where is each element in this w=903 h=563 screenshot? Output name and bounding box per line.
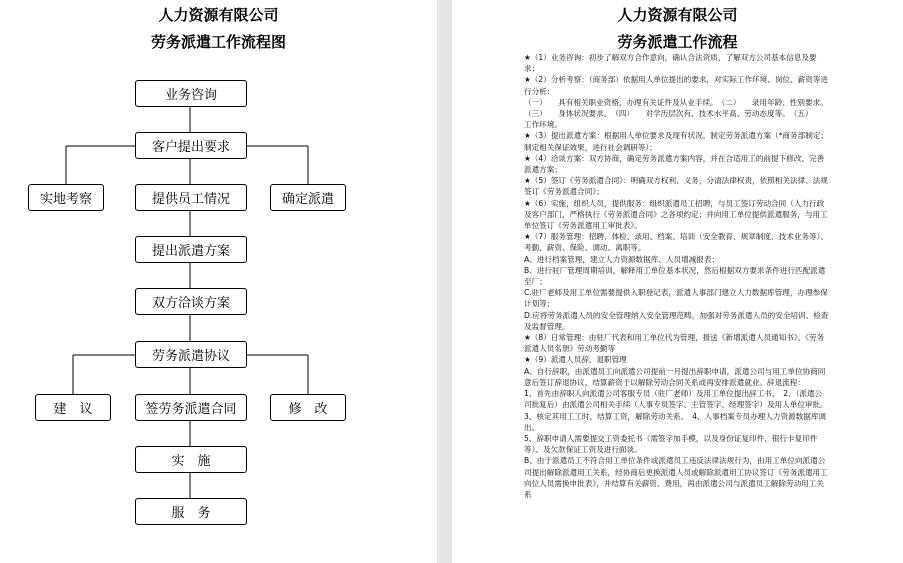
- process-paragraph: ★（4）洽谈方案：双方协商，确定劳务派遣方案内容，并在合适用工的前提下修改、完善派遣方案；: [524, 153, 825, 175]
- company-title-right: 人力资源有限公司: [617, 6, 738, 24]
- process-paragraph: ★（5）签订《劳务派遣合同》：明确双方权利、义务，分清法律权责，依照相关法律、法规签订《劳务派遣合同》；: [524, 176, 828, 197]
- process-paragraph: ★（9）派遣人员辞、退职管理: [524, 355, 627, 365]
- process-paragraph: 1、首先由辞职人向派遣公司客服专员（驻厂老师）及用工单位提出辞工书， 2、（派遣公司批复后）由派遣公司相关手续（人事专员签字、主管签字、经理签字）及用人单位审批。: [524, 389, 828, 410]
- step-consult: 业务咨询: [135, 80, 247, 107]
- step-confirm: 确定派遣: [270, 184, 346, 211]
- process-paragraph: ★（1）业务咨询：初步了解双方合作意向，确认合法资质，了解双方公司基本信息及要求；: [524, 53, 817, 74]
- page-gutter: [437, 0, 452, 563]
- process-paragraph: 3、核定其用工工时，结算工资，解除劳动关系。 4、人事档案专员办理人力资源数据库调出。: [524, 411, 827, 432]
- process-paragraph: A、进行档案管理，建立人力资源数据库、人员增减报表；: [524, 254, 720, 264]
- process-paragraph: B、由于派遣员工不符合用工单位条件或派遣员工违反法律法规行为，由用工单位向派遣公司提出解除派遣用工关系，经协商后更换派遣人员或解除派遣用工协议签订《劳务派遣用工向位人员需换申批表》，并结算有关薪资、费用，再由派遣公司与派遣员工解除劳动用工关系: [524, 456, 828, 499]
- process-paragraph: B、进行驻厂管理周期培训，解释用工单位基本状况，然后根据双方要求条件进行匹配派遣至厂；: [524, 265, 826, 287]
- step-site-visit: 实地考察: [28, 184, 104, 211]
- step-plan: 提出派遣方案: [135, 236, 247, 263]
- process-paragraph: ★（3）提出派遣方案：根据用人单位要求及现有状况，制定劳务派遣方案（*商务部制定；制定相关保证效果，进行社会调研等）；: [524, 131, 828, 152]
- process-paragraph: 5、辞职申请人需要提交工资委托书（需签字加手模，以及身份证复印件、银行卡复印件等）、及欠款保证工资及进行面谈。: [524, 433, 818, 455]
- process-paragraph: （一） 具有相关职业资格，办理有关证件及从业手续。 （二） 录用年龄、性别要求。 （三） 身体状况要求。 （四） 对学历层次有、技术水平高、劳动态度等。 （五） 工作环境。: [524, 97, 832, 130]
- step-service: 服 务: [135, 498, 247, 525]
- step-negotiate: 双方洽谈方案: [135, 288, 247, 315]
- process-paragraph: A、自行辞职，由派遣员工向派遣公司提前一月提出辞职申请，派遣公司与用工单位协商同意后签订辞退协议，结算薪资于以解除劳动合同关系或再安排派遣就业。辞退流程：: [524, 366, 826, 387]
- process-text-page: [452, 0, 903, 563]
- process-paragraph: ★（7）服务管理：招聘、体检、录用、档案、培训（安全教育、规章制度、技术业务等）、考勤、薪资、保险、调动、离职等。: [524, 232, 828, 253]
- process-paragraph: ★（2）分析考察：（商务部）依据用人单位提出的要求，对实际工作环境、岗位、薪资等进行分析：: [524, 75, 828, 96]
- process-body-text: [524, 52, 832, 500]
- step-implement: 实 施: [135, 446, 247, 473]
- process-paragraph: ★（6）实施，组织人员，提供服务：组织派遣员工招聘，与员工签订劳动合同（人力行政及客户部门，严格执行《劳务派遣合同》之各项约定；并向用工单位提供派遣服务，与用工单位签订《劳务派遣用工审批表》。: [524, 198, 828, 231]
- process-title: 劳务派遣工作流程: [617, 33, 738, 51]
- step-requirements: 客户提出要求: [135, 132, 247, 159]
- step-sign-contract: 签劳务派遣合同: [135, 394, 247, 421]
- flowchart-page: [0, 0, 437, 563]
- step-agreement: 劳务派遣协议: [135, 341, 247, 368]
- process-paragraph: ★（8）日常管理：由驻厂代表和用工单位代为管理，报送《新增派遣人员通知书》、《劳务派遣人员名册》劳动考勤等: [524, 333, 825, 354]
- process-paragraph: D.应将劳务派遣人员的安全管理纳入安全管理范畴，加强对劳务派遣人员的安全培训、检查及监督管理。: [524, 310, 829, 331]
- step-provide-staff: 提供员工情况: [135, 184, 247, 211]
- process-paragraph: C.驻厂老师及用工单位需要提供入职登记表，派遣人事部门建立人力数据库管理，办理参保计划等；: [524, 288, 828, 309]
- company-title: 人力资源有限公司: [158, 6, 279, 24]
- flowchart-title: 劳务派遣工作流程图: [150, 33, 286, 51]
- step-modify: 修 改: [270, 394, 346, 421]
- step-suggest: 建 议: [35, 394, 111, 421]
